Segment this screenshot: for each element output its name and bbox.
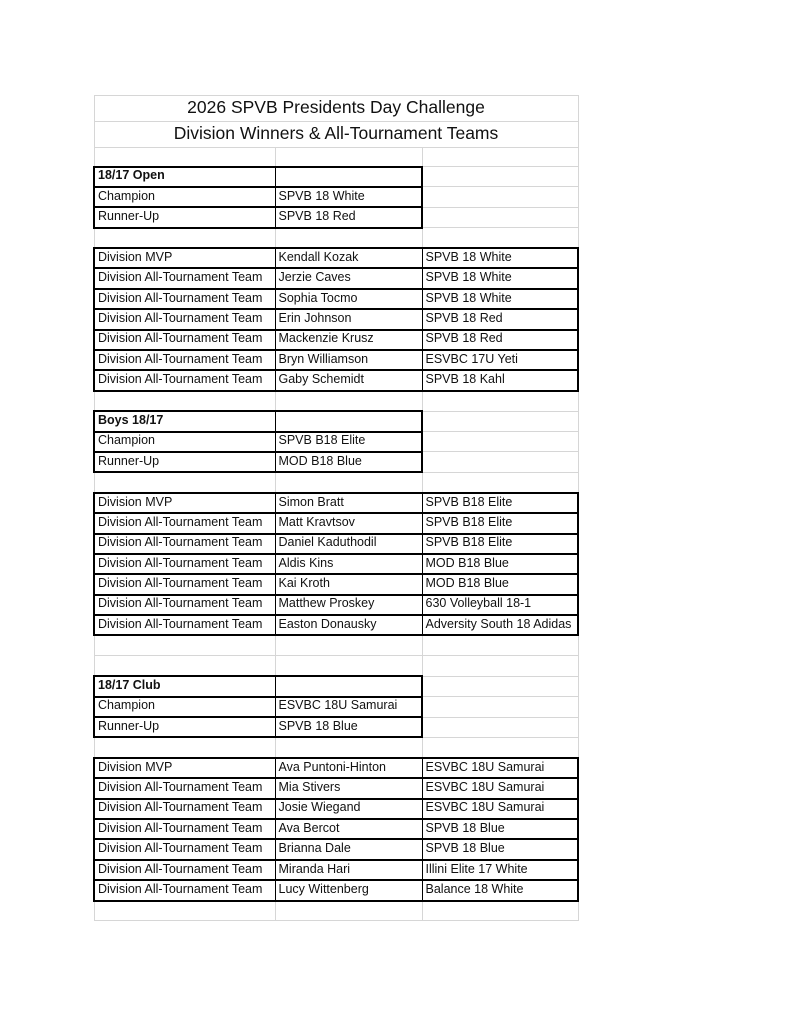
award-row: [94, 330, 578, 350]
award-label-cell: Division All-Tournament Team: [94, 819, 275, 839]
empty-cell: [422, 635, 578, 655]
award-label-cell: Division All-Tournament Team: [94, 799, 275, 819]
award-team-cell: SPVB B18 Elite: [422, 534, 578, 554]
result-label-cell: Champion: [94, 432, 275, 452]
award-team-cell: SPVB B18 Elite: [422, 513, 578, 533]
empty-cell: [275, 656, 422, 676]
award-row: [94, 758, 578, 778]
award-team-cell: SPVB 18 White: [422, 268, 578, 288]
result-label-cell: Runner-Up: [94, 717, 275, 737]
section-label-cell: 18/17 Club: [94, 676, 275, 696]
spacer-small-row: [94, 148, 578, 167]
award-player-cell: Mackenzie Krusz: [275, 330, 422, 350]
award-team-cell: SPVB 18 Red: [422, 309, 578, 329]
award-row: [94, 493, 578, 513]
award-row: [94, 819, 578, 839]
spacer-row: [94, 635, 578, 655]
award-label-cell: Division MVP: [94, 493, 275, 513]
award-label-cell: Division All-Tournament Team: [94, 534, 275, 554]
section-empty-cell: [275, 167, 422, 187]
empty-cell: [422, 391, 578, 411]
result-row: [94, 187, 578, 207]
award-team-cell: Illini Elite 17 White: [422, 860, 578, 880]
empty-cell: [275, 635, 422, 655]
award-player-cell: Kai Kroth: [275, 574, 422, 594]
award-player-cell: Daniel Kaduthodil: [275, 534, 422, 554]
result-row: [94, 207, 578, 227]
empty-cell: [422, 656, 578, 676]
empty-cell: [422, 411, 578, 431]
award-label-cell: Division All-Tournament Team: [94, 778, 275, 798]
empty-cell: [94, 228, 275, 248]
award-player-cell: Bryn Williamson: [275, 350, 422, 370]
award-team-cell: SPVB 18 White: [422, 289, 578, 309]
spacer-row: [94, 472, 578, 492]
award-team-cell: SPVB 18 White: [422, 248, 578, 268]
table-title: 2026 SPVB Presidents Day Challenge: [94, 96, 578, 122]
result-label-cell: Runner-Up: [94, 207, 275, 227]
table-title: Division Winners & All-Tournament Teams: [94, 122, 578, 148]
award-team-cell: MOD B18 Blue: [422, 574, 578, 594]
empty-cell: [422, 472, 578, 492]
award-player-cell: Ava Puntoni-Hinton: [275, 758, 422, 778]
award-player-cell: Ava Bercot: [275, 819, 422, 839]
award-team-cell: SPVB B18 Elite: [422, 493, 578, 513]
empty-cell: [275, 148, 422, 167]
results-table: [93, 95, 579, 921]
award-row: [94, 615, 578, 635]
award-row: [94, 839, 578, 859]
award-row: [94, 799, 578, 819]
award-label-cell: Division All-Tournament Team: [94, 595, 275, 615]
award-row: [94, 370, 578, 390]
award-player-cell: Easton Donausky: [275, 615, 422, 635]
award-label-cell: Division All-Tournament Team: [94, 839, 275, 859]
award-row: [94, 554, 578, 574]
award-team-cell: Adversity South 18 Adidas: [422, 615, 578, 635]
empty-cell: [275, 901, 422, 921]
award-team-cell: MOD B18 Blue: [422, 554, 578, 574]
section-label-cell: Boys 18/17: [94, 411, 275, 431]
empty-cell: [422, 717, 578, 737]
section-row: [94, 411, 578, 431]
award-player-cell: Simon Bratt: [275, 493, 422, 513]
empty-cell: [422, 228, 578, 248]
spacer-row: [94, 901, 578, 921]
award-label-cell: Division All-Tournament Team: [94, 615, 275, 635]
empty-cell: [422, 452, 578, 472]
result-team-cell: SPVB 18 Blue: [275, 717, 422, 737]
empty-cell: [422, 432, 578, 452]
award-player-cell: Erin Johnson: [275, 309, 422, 329]
section-empty-cell: [275, 411, 422, 431]
award-team-cell: ESVBC 18U Samurai: [422, 799, 578, 819]
award-label-cell: Division All-Tournament Team: [94, 350, 275, 370]
award-team-cell: 630 Volleyball 18-1: [422, 595, 578, 615]
award-label-cell: Division All-Tournament Team: [94, 880, 275, 900]
empty-cell: [422, 207, 578, 227]
empty-cell: [94, 148, 275, 167]
empty-cell: [422, 737, 578, 757]
result-team-cell: SPVB B18 Elite: [275, 432, 422, 452]
empty-cell: [94, 656, 275, 676]
result-label-cell: Champion: [94, 697, 275, 717]
award-row: [94, 248, 578, 268]
award-row: [94, 778, 578, 798]
award-row: [94, 595, 578, 615]
empty-cell: [94, 472, 275, 492]
award-row: [94, 880, 578, 900]
award-player-cell: Matt Kravtsov: [275, 513, 422, 533]
result-row: [94, 697, 578, 717]
section-label-cell: 18/17 Open: [94, 167, 275, 187]
award-team-cell: ESVBC 18U Samurai: [422, 778, 578, 798]
empty-cell: [422, 187, 578, 207]
award-label-cell: Division All-Tournament Team: [94, 513, 275, 533]
spacer-row: [94, 737, 578, 757]
award-player-cell: Kendall Kozak: [275, 248, 422, 268]
award-label-cell: Division All-Tournament Team: [94, 289, 275, 309]
section-empty-cell: [275, 676, 422, 696]
award-row: [94, 309, 578, 329]
result-label-cell: Runner-Up: [94, 452, 275, 472]
title-row: [94, 122, 578, 148]
award-player-cell: Brianna Dale: [275, 839, 422, 859]
spacer-row: [94, 656, 578, 676]
award-row: [94, 350, 578, 370]
spacer-row: [94, 391, 578, 411]
award-row: [94, 574, 578, 594]
award-row: [94, 860, 578, 880]
award-player-cell: Jerzie Caves: [275, 268, 422, 288]
result-row: [94, 717, 578, 737]
empty-cell: [275, 228, 422, 248]
result-team-cell: SPVB 18 Red: [275, 207, 422, 227]
empty-cell: [275, 737, 422, 757]
award-label-cell: Division All-Tournament Team: [94, 860, 275, 880]
award-player-cell: Miranda Hari: [275, 860, 422, 880]
award-row: [94, 534, 578, 554]
empty-cell: [422, 697, 578, 717]
award-team-cell: ESVBC 17U Yeti: [422, 350, 578, 370]
empty-cell: [422, 148, 578, 167]
result-team-cell: ESVBC 18U Samurai: [275, 697, 422, 717]
award-team-cell: SPVB 18 Blue: [422, 839, 578, 859]
award-team-cell: SPVB 18 Red: [422, 330, 578, 350]
award-team-cell: Balance 18 White: [422, 880, 578, 900]
award-row: [94, 513, 578, 533]
award-player-cell: Matthew Proskey: [275, 595, 422, 615]
award-row: [94, 268, 578, 288]
empty-cell: [94, 737, 275, 757]
empty-cell: [94, 901, 275, 921]
award-team-cell: SPVB 18 Blue: [422, 819, 578, 839]
result-row: [94, 432, 578, 452]
award-label-cell: Division All-Tournament Team: [94, 268, 275, 288]
award-label-cell: Division All-Tournament Team: [94, 554, 275, 574]
result-label-cell: Champion: [94, 187, 275, 207]
award-team-cell: ESVBC 18U Samurai: [422, 758, 578, 778]
award-row: [94, 289, 578, 309]
section-row: [94, 676, 578, 696]
empty-cell: [422, 167, 578, 187]
empty-cell: [94, 635, 275, 655]
award-player-cell: Sophia Tocmo: [275, 289, 422, 309]
award-label-cell: Division All-Tournament Team: [94, 370, 275, 390]
result-row: [94, 452, 578, 472]
award-label-cell: Division All-Tournament Team: [94, 309, 275, 329]
empty-cell: [422, 676, 578, 696]
empty-cell: [275, 472, 422, 492]
result-team-cell: MOD B18 Blue: [275, 452, 422, 472]
award-player-cell: Gaby Schemidt: [275, 370, 422, 390]
spacer-row: [94, 228, 578, 248]
award-label-cell: Division MVP: [94, 248, 275, 268]
title-row: [94, 96, 578, 122]
award-player-cell: Lucy Wittenberg: [275, 880, 422, 900]
award-player-cell: Aldis Kins: [275, 554, 422, 574]
award-player-cell: Josie Wiegand: [275, 799, 422, 819]
award-label-cell: Division All-Tournament Team: [94, 330, 275, 350]
award-label-cell: Division MVP: [94, 758, 275, 778]
result-team-cell: SPVB 18 White: [275, 187, 422, 207]
section-row: [94, 167, 578, 187]
award-team-cell: SPVB 18 Kahl: [422, 370, 578, 390]
results-table-body: [94, 96, 578, 921]
award-label-cell: Division All-Tournament Team: [94, 574, 275, 594]
award-player-cell: Mia Stivers: [275, 778, 422, 798]
empty-cell: [94, 391, 275, 411]
empty-cell: [275, 391, 422, 411]
empty-cell: [422, 901, 578, 921]
